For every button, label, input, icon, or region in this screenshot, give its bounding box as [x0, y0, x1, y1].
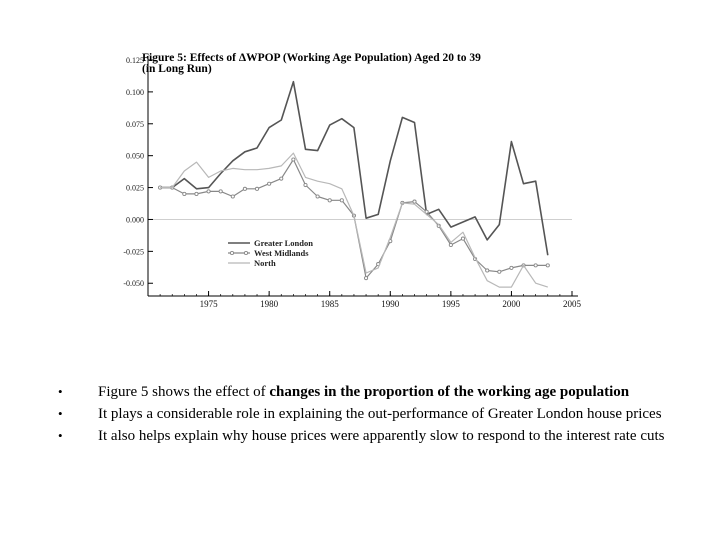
bullet-item-3: [58, 425, 720, 447]
bullet-text: Figure 5 shows the effect of: [98, 384, 270, 400]
bullet-item-2: [58, 403, 720, 425]
series-point-2: [328, 199, 331, 202]
bullet-text: It plays a considerable role in explaining the out-performance of Greater London house prices: [98, 406, 662, 422]
legend-marker: [230, 251, 233, 254]
x-tick-label: 1985: [320, 299, 339, 309]
x-tick-label: 1995: [441, 299, 460, 309]
series-line-1: [160, 82, 548, 256]
y-tick-label: -0.025: [123, 247, 144, 257]
chart-subtitle: (in Long Run): [142, 63, 212, 75]
bullet-list: [58, 381, 720, 447]
x-tick-label: 2005: [563, 299, 581, 309]
x-tick-label: 1975: [199, 299, 218, 309]
legend-marker: [244, 251, 247, 254]
series-point-2: [231, 195, 234, 198]
series-point-2: [364, 277, 367, 280]
series-point-2: [280, 177, 283, 180]
bullet-item-1: [58, 381, 720, 403]
series-point-2: [449, 243, 452, 246]
series-point-2: [316, 195, 319, 198]
series-point-2: [413, 200, 416, 203]
chart-title: Figure 5: Effects of ΔWPOP (Working Age Population) Aged 20 to 39: [142, 52, 481, 64]
y-tick-label: 0.000: [126, 215, 144, 225]
series-point-2: [461, 237, 464, 240]
series-point-2: [498, 270, 501, 273]
series-line-3: [160, 153, 548, 287]
series-point-2: [243, 187, 246, 190]
series-point-2: [219, 190, 222, 193]
series-point-2: [292, 158, 295, 161]
series-point-2: [255, 187, 258, 190]
series-point-2: [534, 264, 537, 267]
legend-label: Greater London: [254, 238, 313, 248]
bullet-text: It also helps explain why house prices were apparently slow to respond to the interest rate cuts: [98, 428, 665, 444]
series-point-2: [486, 269, 489, 272]
x-tick-label: 1980: [260, 299, 279, 309]
series-point-2: [510, 266, 513, 269]
series-point-2: [340, 199, 343, 202]
plot-area: [123, 52, 581, 309]
series-point-2: [546, 264, 549, 267]
bullet-emphasis: changes in the proportion of the working age population: [269, 384, 630, 400]
series-point-2: [268, 182, 271, 185]
y-tick-label: 0.050: [126, 151, 144, 161]
legend-label: North: [254, 258, 276, 268]
x-tick-label: 1990: [381, 299, 400, 309]
series-point-2: [207, 190, 210, 193]
y-tick-label: 0.100: [126, 87, 144, 97]
x-tick-label: 2000: [502, 299, 521, 309]
y-tick-label: 0.125: [126, 56, 144, 65]
y-tick-label: -0.050: [123, 279, 144, 289]
bullet-marker: •: [58, 406, 63, 421]
series-point-2: [183, 192, 186, 195]
legend-label: West Midlands: [254, 248, 309, 258]
series-point-2: [304, 183, 307, 186]
series-point-2: [195, 192, 198, 195]
y-tick-label: 0.025: [126, 183, 144, 193]
y-tick-label: 0.075: [126, 119, 144, 129]
bullet-marker: •: [58, 428, 63, 443]
bullet-marker: •: [58, 384, 63, 399]
